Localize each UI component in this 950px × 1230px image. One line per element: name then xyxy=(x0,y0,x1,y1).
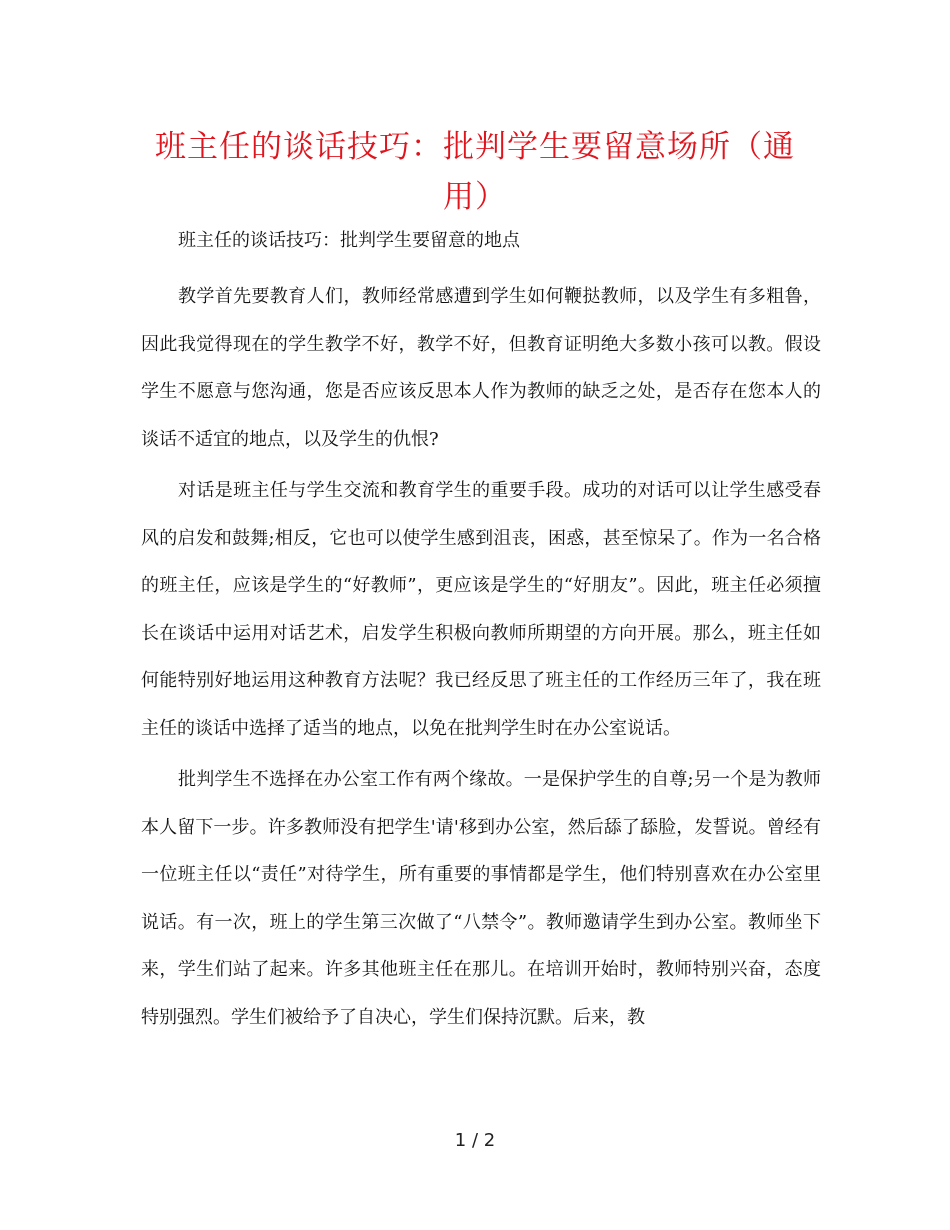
document-title: 班主任的谈话技巧：批判学生要留意场所（通用） xyxy=(155,129,795,215)
document-body xyxy=(141,273,821,1045)
paragraph-1: 教学首先要教育人们，教师经常感遭到学生如何鞭挞教师，以及学生有多粗鲁，因此我觉得现在的学生教学不好，教学不好，但教育证明绝大多数小孩可以教。假设学生不愿意与您沟通，您是否应该反思本人作为教师的缺乏之处，是否存在您本人的谈话不适宜的地点，以及学生的仇恨? xyxy=(141,286,821,450)
paragraph-3: 批判学生不选择在办公室工作有两个缘故。一是保护学生的自尊;另一个是为教师本人留下一步。许多教师没有把学生'请'移到办公室，然后舔了舔脸，发誓说。曾经有一位班主任以“责任”对待学生，所有重要的事情都是学生，他们特别喜欢在办公室里说话。有一次，班上的学生第三次做了“八禁令”。教师邀请学生到办公室。教师坐下来，学生们站了起来。许多其他班主任在那儿。在培训开始时，教师特别兴奋，态度特别强烈。学生们被给予了自决心，学生们保持沉默。后来，教 xyxy=(141,769,821,1028)
page-number: 1 / 2 xyxy=(454,1130,496,1151)
paragraph-2: 对话是班主任与学生交流和教育学生的重要手段。成功的对话可以让学生感受春风的启发和鼓舞;相反，它也可以使学生感到沮丧，困惑，甚至惊呆了。作为一名合格的班主任，应该是学生的“好教师”，更应该是学生的“好朋友”。因此，班主任必须擅长在谈话中运用对话艺术，启发学生积极向教师所期望的方向开展。那么，班主任如何能特别好地运用这种教育方法呢？我已经反思了班主任的工作经历三年了，我在班主任的谈话中选择了适当的地点，以免在批判学生时在办公室说话。 xyxy=(141,480,821,739)
document-subtitle: 班主任的谈话技巧：批判学生要留意的地点 xyxy=(178,230,520,251)
